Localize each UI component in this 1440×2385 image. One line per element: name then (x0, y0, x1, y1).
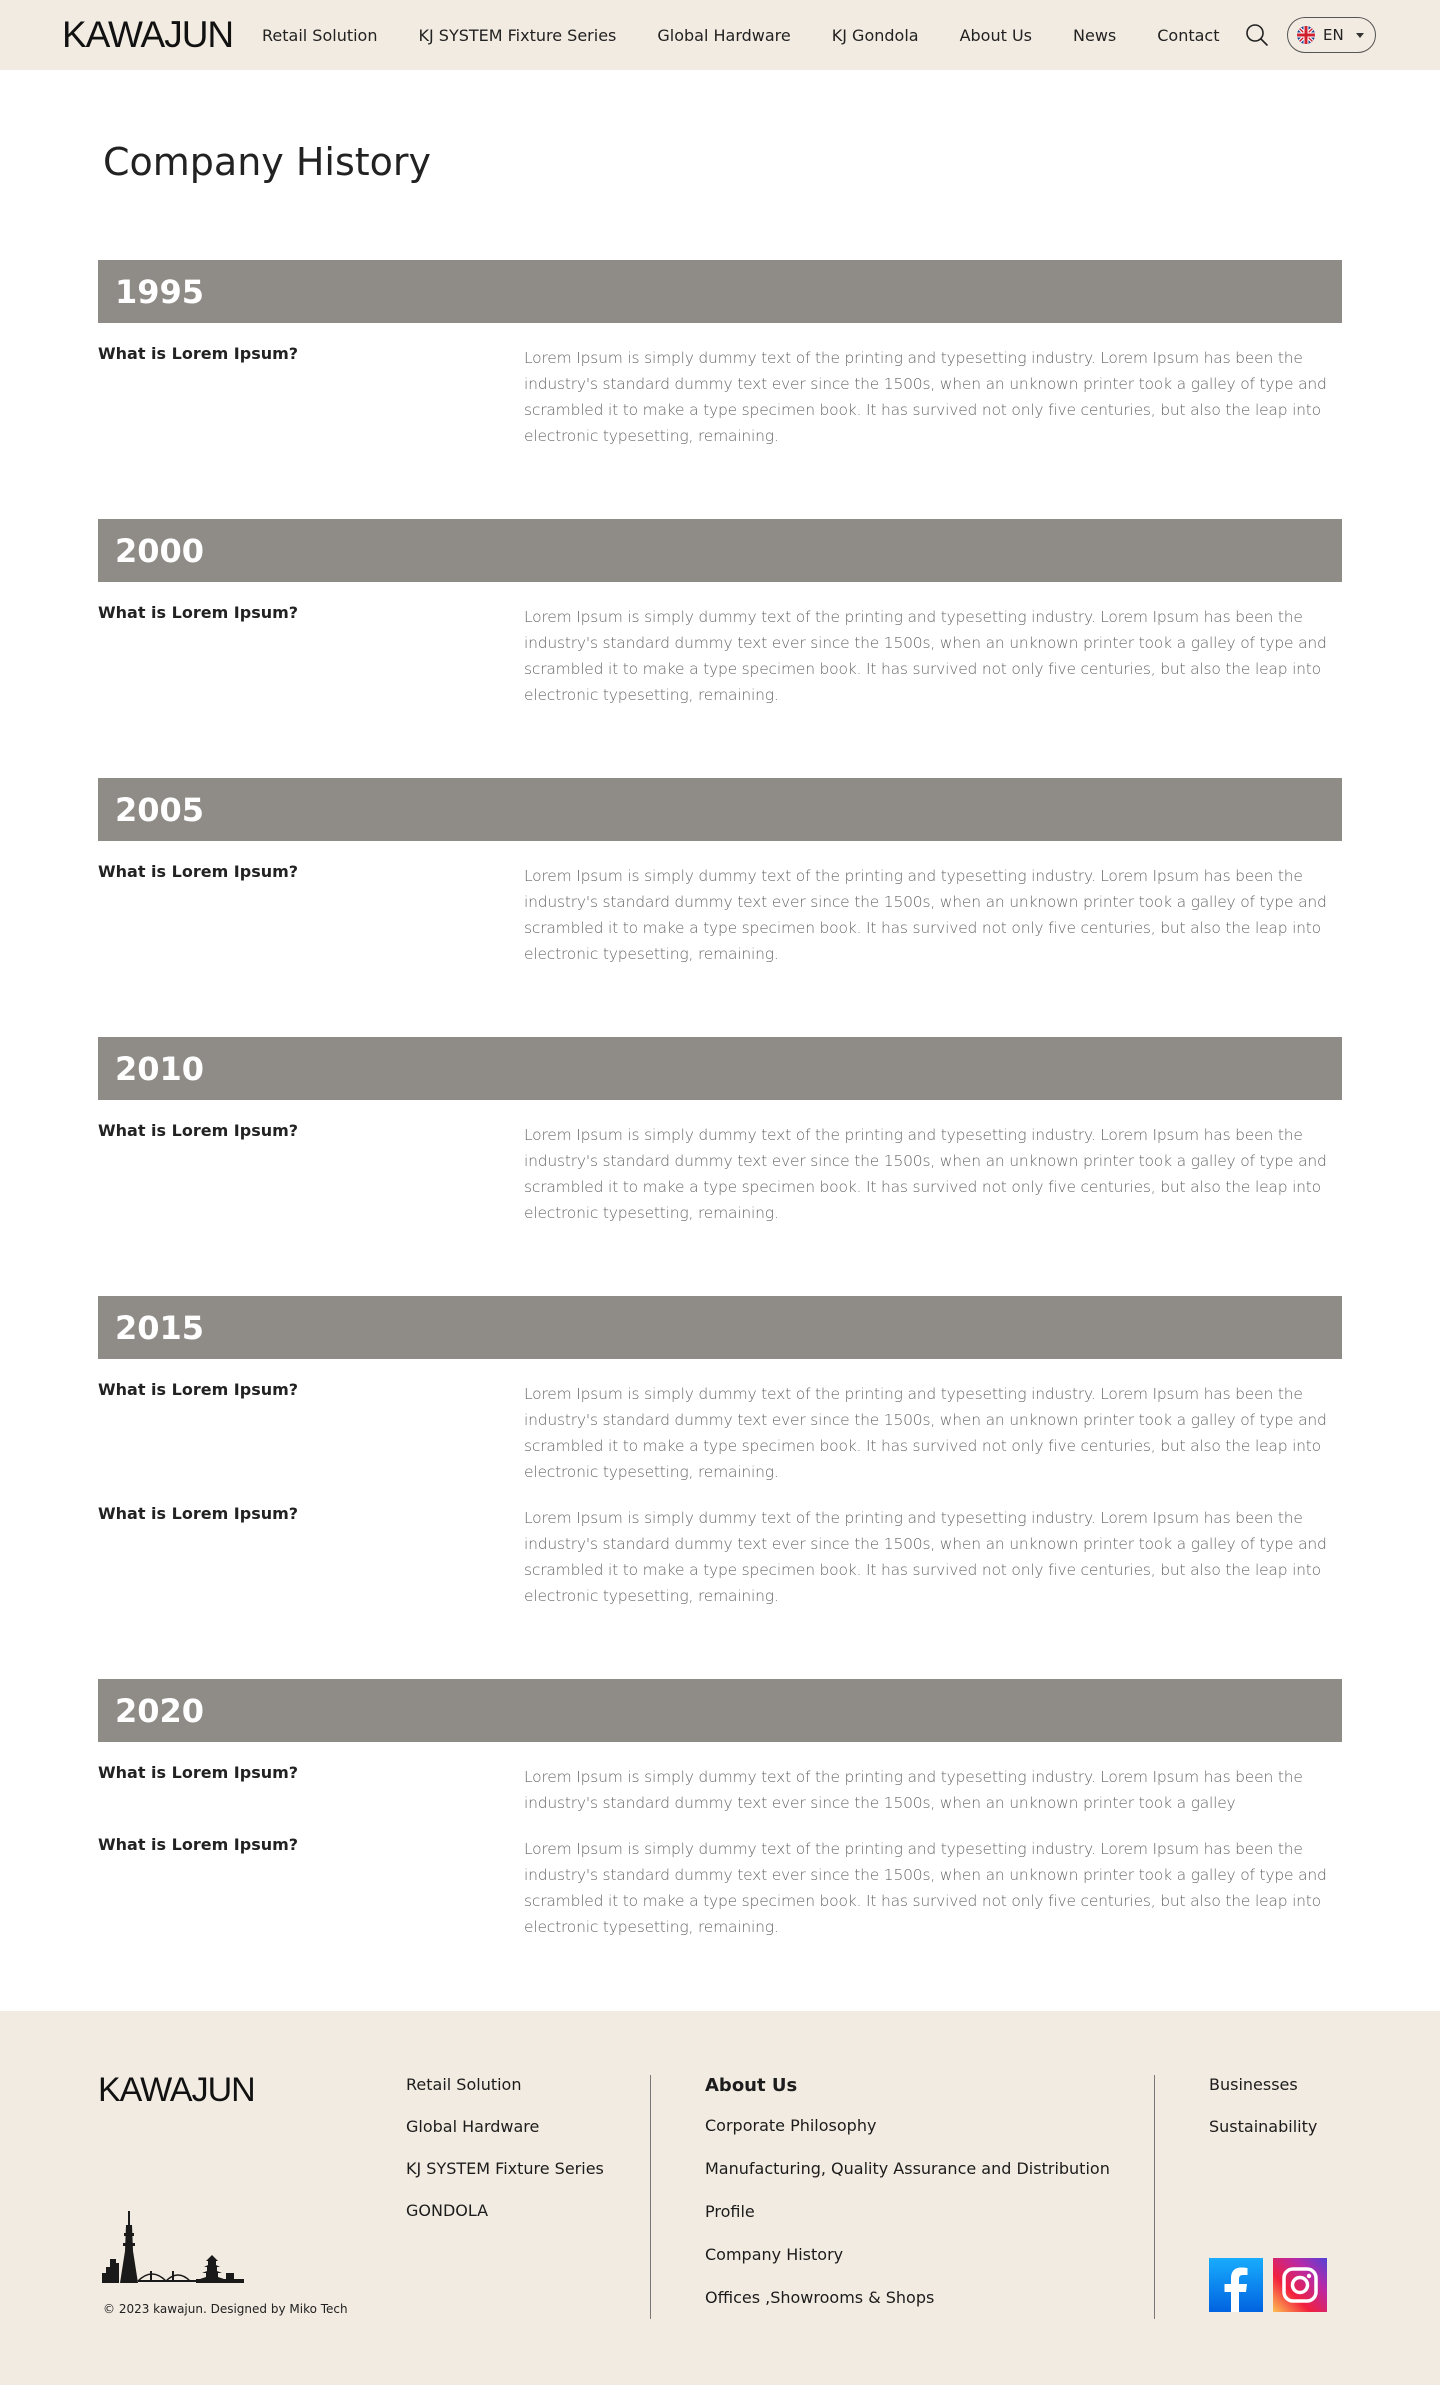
entry-answer: Lorem Ipsum is simply dummy text of the printing and typesetting industry. Lorem Ipsum has been the industry's standard dummy text ever since the 1500s, when an unknown printer took a galley of type and scrambled it to make a type specimen book. It has survived not only five centuries, but also the leap into electronic typesetting, remaining. (524, 867, 1327, 963)
history-section-2020 (98, 1679, 1342, 1955)
footer-logo[interactable]: KAWAJUN (98, 2071, 255, 2109)
year-bar (98, 778, 1342, 841)
year-bar (98, 1037, 1342, 1100)
footer-products-column (406, 2075, 604, 2243)
year-label: 2015 (115, 1308, 205, 1347)
year-bar (98, 260, 1342, 323)
entry-answer: Lorem Ipsum is simply dummy text of the printing and typesetting industry. Lorem Ipsum has been the industry's standard dummy text ever since the 1500s, when an unknown printer took a galley (524, 1768, 1303, 1812)
year-bar (98, 1296, 1342, 1359)
uk-flag-icon (1297, 26, 1315, 44)
facebook-icon[interactable] (1209, 2258, 1263, 2312)
year-label: 1995 (115, 272, 205, 311)
history-entry (98, 344, 1342, 464)
footer-link-company-history[interactable]: Company History (705, 2245, 844, 2264)
entry-answer: Lorem Ipsum is simply dummy text of the printing and typesetting industry. Lorem Ipsum has been the industry's standard dummy text ever since the 1500s, when an unknown printer took a galley of type and scrambled it to make a type specimen book. It has survived not only five centuries, but also the leap into electronic typesetting, remaining. (524, 1126, 1327, 1222)
history-entry (98, 1504, 1342, 1624)
year-label: 2010 (115, 1049, 205, 1088)
entry-question: What is Lorem Ipsum? (98, 603, 299, 622)
history-entry (98, 603, 1342, 723)
year-bar (98, 1679, 1342, 1742)
site-footer (0, 2011, 1440, 2385)
history-section-2010 (98, 1037, 1342, 1241)
nav-global-hardware[interactable]: Global Hardware (657, 25, 791, 45)
tokyo-skyline-icon (100, 2211, 245, 2283)
footer-link-manufacturing[interactable]: Manufacturing, Quality Assurance and Distribution (705, 2159, 1110, 2178)
history-section-2015 (98, 1296, 1342, 1624)
history-entry (98, 862, 1342, 982)
footer-other-column (1209, 2075, 1317, 2159)
footer-link-kj-system-fixture-series[interactable]: KJ SYSTEM Fixture Series (406, 2159, 604, 2178)
footer-divider (1154, 2075, 1155, 2319)
footer-divider (650, 2075, 651, 2319)
history-entry (98, 1121, 1342, 1241)
entry-answer: Lorem Ipsum is simply dummy text of the printing and typesetting industry. Lorem Ipsum has been the industry's standard dummy text ever since the 1500s, when an unknown printer took a galley of type and scrambled it to make a type specimen book. It has survived not only five centuries, but also the leap into electronic typesetting, remaining. (524, 1840, 1327, 1936)
year-bar (98, 519, 1342, 582)
footer-link-businesses[interactable]: Businesses (1209, 2075, 1298, 2094)
entry-question: What is Lorem Ipsum? (98, 862, 299, 881)
footer-about-column (705, 2075, 1110, 2331)
history-entry (98, 1763, 1342, 1835)
nav-kj-system-fixture-series[interactable]: KJ SYSTEM Fixture Series (418, 25, 617, 45)
entry-question: What is Lorem Ipsum? (98, 344, 299, 363)
page-title: Company History (103, 140, 432, 184)
footer-link-global-hardware[interactable]: Global Hardware (406, 2117, 540, 2136)
history-section-1995 (98, 260, 1342, 464)
footer-link-sustainability[interactable]: Sustainability (1209, 2117, 1318, 2136)
instagram-icon[interactable] (1273, 2258, 1327, 2312)
footer-link-profile[interactable]: Profile (705, 2202, 755, 2221)
entry-question: What is Lorem Ipsum? (98, 1763, 299, 1782)
nav-about-us[interactable]: About Us (959, 25, 1033, 45)
nav-retail-solution[interactable]: Retail Solution (262, 25, 378, 45)
entry-answer: Lorem Ipsum is simply dummy text of the printing and typesetting industry. Lorem Ipsum has been the industry's standard dummy text ever since the 1500s, when an unknown printer took a galley of type and scrambled it to make a type specimen book. It has survived not only five centuries, but also the leap into electronic typesetting, remaining. (524, 608, 1327, 704)
entry-question: What is Lorem Ipsum? (98, 1504, 299, 1523)
copyright-text: © 2023 kawajun. Designed by Miko Tech (103, 2302, 348, 2316)
site-logo[interactable]: KAWAJUN (62, 14, 234, 55)
entry-answer: Lorem Ipsum is simply dummy text of the printing and typesetting industry. Lorem Ipsum has been the industry's standard dummy text ever since the 1500s, when an unknown printer took a galley of type and scrambled it to make a type specimen book. It has survived not only five centuries, but also the leap into electronic typesetting, remaining. (524, 1509, 1327, 1605)
entry-question: What is Lorem Ipsum? (98, 1121, 299, 1140)
nav-news[interactable]: News (1073, 25, 1117, 45)
nav-kj-gondola[interactable]: KJ Gondola (831, 25, 919, 45)
entry-question: What is Lorem Ipsum? (98, 1380, 299, 1399)
history-entry (98, 1380, 1342, 1504)
entry-answer: Lorem Ipsum is simply dummy text of the printing and typesetting industry. Lorem Ipsum has been the industry's standard dummy text ever since the 1500s, when an unknown printer took a galley of type and scrambled it to make a type specimen book. It has survived not only five centuries, but also the leap into electronic typesetting, remaining. (524, 349, 1327, 445)
history-section-2005 (98, 778, 1342, 982)
main-nav (262, 0, 1261, 70)
year-label: 2020 (115, 1691, 205, 1730)
entry-question: What is Lorem Ipsum? (98, 1835, 299, 1854)
footer-link-offices-showrooms-shops[interactable]: Offices ,Showrooms & Shops (705, 2288, 935, 2307)
footer-link-corporate-philosophy[interactable]: Corporate Philosophy (705, 2116, 877, 2135)
history-section-2000 (98, 519, 1342, 723)
footer-link-gondola[interactable]: GONDOLA (406, 2201, 489, 2220)
year-label: 2000 (115, 531, 205, 570)
search-icon[interactable] (1244, 22, 1270, 48)
history-entry (98, 1835, 1342, 1955)
year-label: 2005 (115, 790, 205, 829)
language-label: EN (1323, 26, 1344, 44)
site-header (0, 0, 1440, 70)
language-selector[interactable] (1287, 17, 1376, 53)
chevron-down-icon (1356, 33, 1364, 38)
footer-link-retail-solution[interactable]: Retail Solution (406, 2075, 522, 2094)
entry-answer: Lorem Ipsum is simply dummy text of the printing and typesetting industry. Lorem Ipsum has been the industry's standard dummy text ever since the 1500s, when an unknown printer took a galley of type and scrambled it to make a type specimen book. It has survived not only five centuries, but also the leap into electronic typesetting, remaining. (524, 1385, 1327, 1481)
footer-about-heading[interactable]: About Us (705, 2075, 798, 2096)
nav-contact[interactable]: Contact (1157, 25, 1220, 45)
